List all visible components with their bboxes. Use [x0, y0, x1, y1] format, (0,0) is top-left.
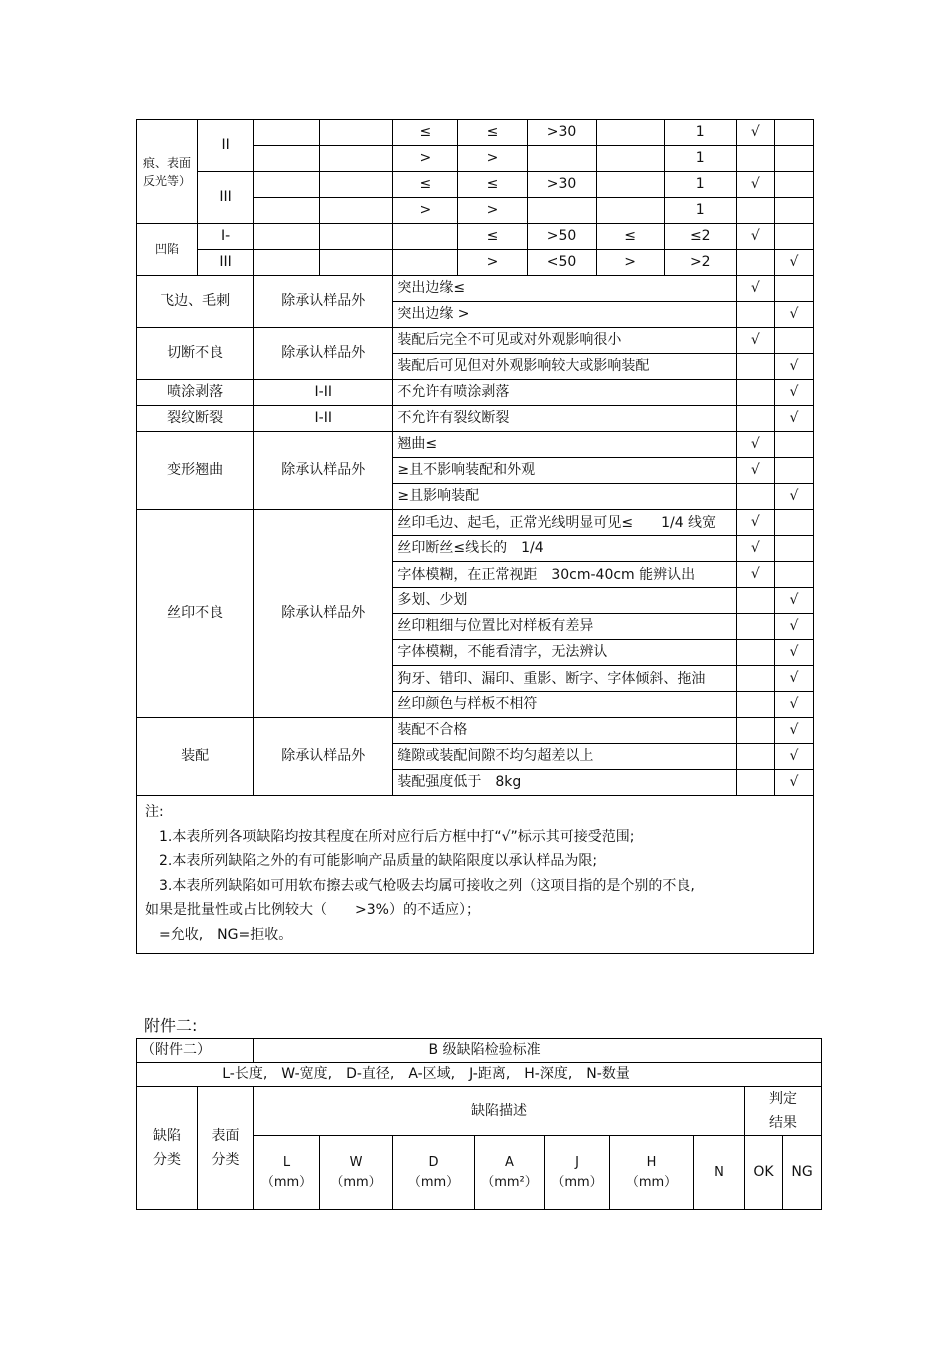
- defect-class-cell: 痕、表面反光等）: [137, 120, 198, 224]
- ng-mark: [774, 224, 813, 250]
- ok-mark: [736, 614, 774, 640]
- ok-mark: √: [736, 536, 774, 562]
- defect-name-cell: 飞边、毛刺: [137, 276, 254, 328]
- ng-mark: √: [774, 692, 813, 718]
- ok-mark: √: [736, 276, 774, 302]
- ok-mark: [736, 744, 774, 770]
- criterion-cell: 丝印断丝≤线长的 1/4: [393, 536, 736, 562]
- ok-mark: [736, 406, 774, 432]
- ok-mark: [736, 302, 774, 328]
- ng-mark: √: [774, 640, 813, 666]
- defect-description-header: 缺陷描述: [254, 1087, 745, 1136]
- criterion-cell: 不允许有喷涂剥落: [393, 380, 736, 406]
- ng-mark: √: [774, 250, 813, 276]
- table-row: > > 1: [137, 146, 814, 172]
- ng-mark: [774, 198, 813, 224]
- ok-mark: [736, 354, 774, 380]
- ok-mark: [736, 718, 774, 744]
- table-row: III > <50 > >2 √: [137, 250, 814, 276]
- ok-mark: [736, 198, 774, 224]
- criterion-cell: 突出边缘≤: [393, 276, 736, 302]
- defect-name-cell: 变形翘曲: [137, 432, 254, 510]
- ok-mark: √: [736, 562, 774, 588]
- scope-cell: 除承认样品外: [254, 432, 393, 510]
- criterion-cell: 装配不合格: [393, 718, 736, 744]
- ok-mark: [736, 770, 774, 796]
- scope-cell: 除承认样品外: [254, 328, 393, 380]
- dimension-symbol: W: [349, 1154, 363, 1170]
- notes-row: [137, 796, 814, 954]
- scope-cell: 除承认样品外: [254, 718, 393, 796]
- ng-mark: [774, 328, 813, 354]
- ok-mark: √: [736, 432, 774, 458]
- ng-mark: √: [774, 770, 813, 796]
- dimension-column-header: [545, 1136, 610, 1210]
- notes-section: [137, 796, 814, 954]
- surface-class-header: 表面分类: [198, 1087, 254, 1210]
- criterion-cell: 突出边缘 >: [393, 302, 736, 328]
- ok-mark: √: [736, 224, 774, 250]
- ng-mark: √: [774, 406, 813, 432]
- surface-class-cell: III: [198, 250, 254, 276]
- surface-class-cell: I-: [198, 224, 254, 250]
- table-row: [137, 276, 814, 302]
- criterion-cell: 多划、少划: [393, 588, 736, 614]
- defect-name-cell: 裂纹断裂: [137, 406, 254, 432]
- table-row: [137, 432, 814, 458]
- ok-mark: [736, 146, 774, 172]
- ok-mark: √: [736, 120, 774, 146]
- ng-mark: [774, 172, 813, 198]
- defect-class-header: 缺陷分类: [137, 1087, 198, 1210]
- header-row: [137, 1087, 822, 1136]
- table-row: [137, 328, 814, 354]
- note-item: 如果是批量性或占比例较大（ >3%）的不适应）；: [145, 902, 480, 918]
- attachment-tag: （附件二）: [137, 1039, 254, 1063]
- dimension-symbol: J: [575, 1154, 579, 1170]
- note-item: 1.本表所列各项缺陷均按其程度在所对应行后方框中打“√”标示其可接受范围;: [159, 828, 635, 845]
- ng-mark: √: [774, 744, 813, 770]
- scope-cell: 除承认样品外: [254, 510, 393, 718]
- ng-mark: √: [774, 666, 813, 692]
- dimension-rows: [137, 120, 814, 276]
- criterion-cell: 缝隙或装配间隙不均匀超差以上: [393, 744, 736, 770]
- judgement-header: 判定结果: [745, 1087, 822, 1136]
- table-row: [137, 380, 814, 406]
- criterion-cell: 丝印颜色与样板不相符: [393, 692, 736, 718]
- dimension-unit: （mm²）: [481, 1174, 538, 1190]
- defect-groups: [137, 276, 814, 796]
- defect-name-cell: 装配: [137, 718, 254, 796]
- dimension-column-header: [393, 1136, 475, 1210]
- table-row: 凹陷 I- ≤ >50 ≤ ≤2 √: [137, 224, 814, 250]
- defect-name-cell: 喷涂剥落: [137, 380, 254, 406]
- dimension-column-header: [254, 1136, 320, 1210]
- defect-class-cell: 凹陷: [137, 224, 198, 276]
- ok-mark: [736, 250, 774, 276]
- notes-title: 注:: [145, 804, 164, 820]
- dimension-column-header: [610, 1136, 694, 1210]
- ok-mark: [736, 692, 774, 718]
- criterion-cell: 丝印粗细与位置比对样板有差异: [393, 614, 736, 640]
- criterion-cell: 字体模糊，在正常视距 30cm-40cm 能辨认出: [393, 562, 736, 588]
- ng-mark: √: [774, 484, 813, 510]
- ok-mark: √: [736, 328, 774, 354]
- ng-label-header: NG: [783, 1136, 822, 1210]
- dimension-unit: （mm）: [260, 1174, 313, 1190]
- criterion-cell: 丝印毛边、起毛，正常光线明显可见≤ 1/4 线宽: [393, 510, 736, 536]
- criterion-cell: 狗牙、错印、漏印、重影、断字、字体倾斜、拖油: [393, 666, 736, 692]
- criterion-cell: 装配后完全不可见或对外观影响很小: [393, 328, 736, 354]
- dimension-column-header: [320, 1136, 393, 1210]
- ok-mark: √: [736, 458, 774, 484]
- table-row: III ≤ ≤ >30 1 √: [137, 172, 814, 198]
- ng-mark: [774, 536, 813, 562]
- defect-name-cell: 丝印不良: [137, 510, 254, 718]
- defect-name-cell: 切断不良: [137, 328, 254, 380]
- ok-mark: [736, 380, 774, 406]
- surface-class-cell: II: [198, 120, 254, 172]
- ok-mark: [736, 666, 774, 692]
- dimension-symbol: L: [282, 1154, 291, 1170]
- dimension-symbol: A: [505, 1154, 514, 1170]
- ng-mark: √: [774, 588, 813, 614]
- note-item: 2.本表所列缺陷之外的有可能影响产品质量的缺陷限度以承认样品为限;: [159, 853, 598, 869]
- note-item: =允收, NG=拒收。: [159, 926, 293, 943]
- ng-mark: √: [774, 354, 813, 380]
- ng-mark: [774, 562, 813, 588]
- dimension-unit: （mm）: [551, 1174, 603, 1190]
- dimension-symbol: H: [646, 1154, 657, 1170]
- criterion-cell: ≥且影响装配: [393, 484, 736, 510]
- ng-mark: √: [774, 380, 813, 406]
- criterion-cell: ≥且不影响装配和外观: [393, 458, 736, 484]
- table-title: B 级缺陷检验标准: [254, 1039, 822, 1063]
- ng-mark: [774, 276, 813, 302]
- ok-mark: √: [736, 172, 774, 198]
- scope-cell: I-II: [254, 406, 393, 432]
- dimension-unit: （mm）: [407, 1174, 460, 1190]
- table-row: [137, 406, 814, 432]
- ng-mark: √: [774, 614, 813, 640]
- attachment-heading: 附件二:: [144, 1016, 198, 1035]
- criterion-cell: 字体模糊，不能看清字，无法辨认: [393, 640, 736, 666]
- dimension-column-header: [694, 1136, 745, 1210]
- ng-mark: [774, 432, 813, 458]
- legend-row: [137, 1063, 822, 1087]
- dimension-symbol: D: [428, 1154, 439, 1170]
- scope-cell: I-II: [254, 380, 393, 406]
- dimension-unit: （mm）: [330, 1174, 382, 1190]
- ng-mark: [774, 510, 813, 536]
- dimension-legend: L-长度, W-宽度, D-直径, A-区域, J-距离, H-深度, N-数量: [137, 1063, 822, 1087]
- ng-mark: [774, 120, 813, 146]
- b-grade-defect-table: [136, 1038, 822, 1210]
- dimension-symbol: N: [714, 1164, 724, 1180]
- ng-mark: [774, 146, 813, 172]
- note-item: 3.本表所列缺陷如可用软布擦去或气枪吸去均属可接收之列（这项目指的是个别的不良,: [159, 877, 695, 894]
- table-row: [137, 510, 814, 536]
- notes-cell: [137, 796, 814, 954]
- dimension-column-header: [475, 1136, 545, 1210]
- criterion-cell: 不允许有裂纹断裂: [393, 406, 736, 432]
- ng-mark: [774, 458, 813, 484]
- surface-class-cell: III: [198, 172, 254, 224]
- ok-label-header: OK: [745, 1136, 783, 1210]
- dimension-unit: （mm）: [625, 1174, 678, 1190]
- defect-table-part1: [136, 119, 814, 954]
- ok-mark: [736, 640, 774, 666]
- ok-mark: [736, 588, 774, 614]
- table-row: 痕、表面反光等） II ≤ ≤ >30 1 √: [137, 120, 814, 146]
- table-row: [137, 718, 814, 744]
- scope-cell: 除承认样品外: [254, 276, 393, 328]
- ok-mark: [736, 484, 774, 510]
- criterion-cell: 翘曲≤: [393, 432, 736, 458]
- ng-mark: √: [774, 718, 813, 744]
- table-row: > > 1: [137, 198, 814, 224]
- table-title-row: [137, 1039, 822, 1063]
- criterion-cell: 装配强度低于 8kg: [393, 770, 736, 796]
- criterion-cell: 装配后可见但对外观影响较大或影响装配: [393, 354, 736, 380]
- ng-mark: √: [774, 302, 813, 328]
- ok-mark: √: [736, 510, 774, 536]
